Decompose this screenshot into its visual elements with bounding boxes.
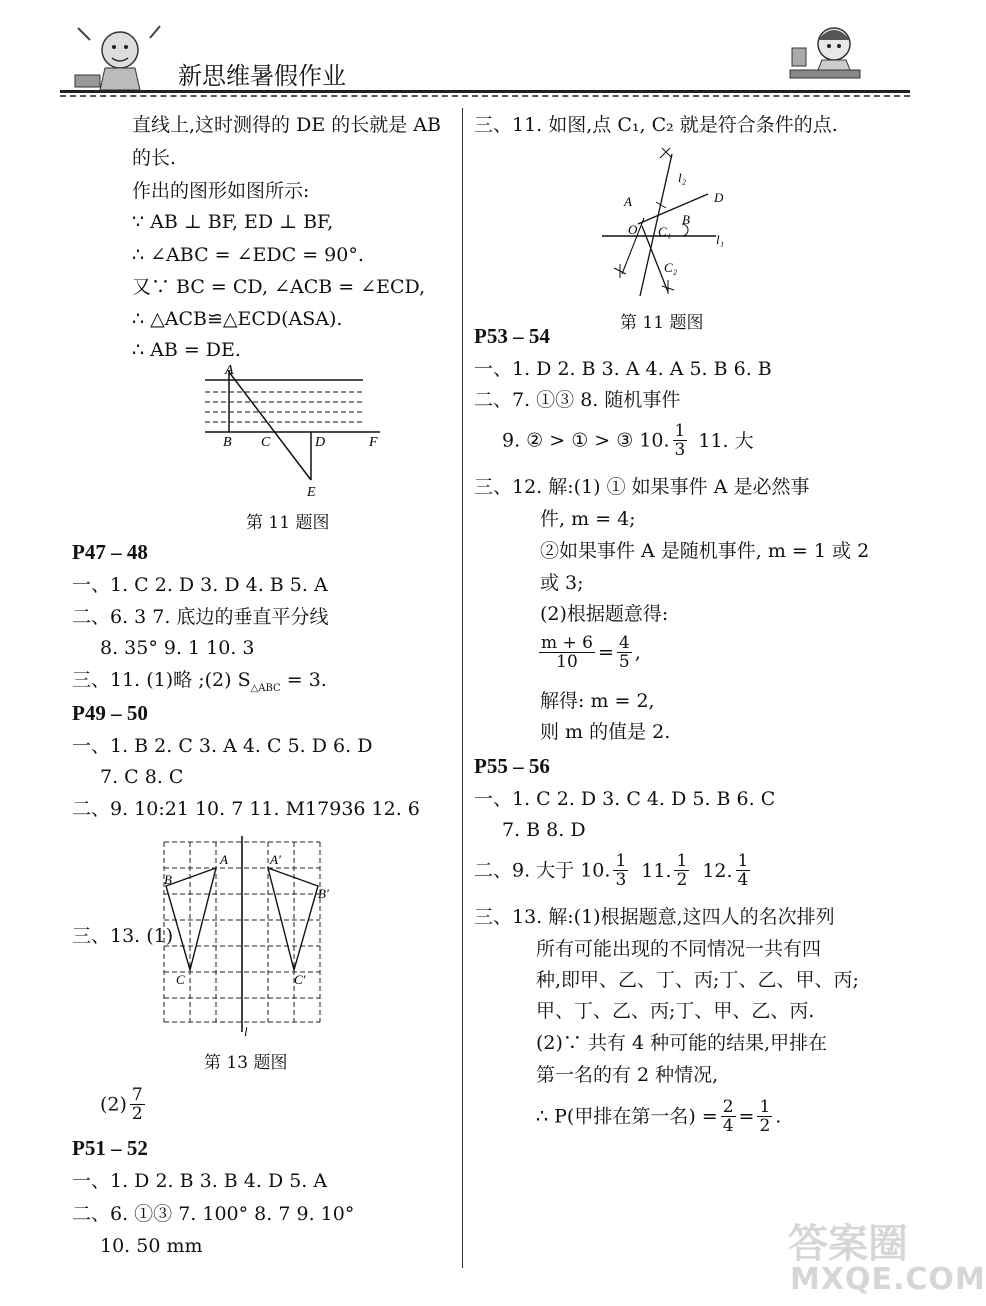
answer-line: 一、1. C 2. D 3. C 4. D 5. B 6. C [474,788,776,810]
answer-line: 甲、丁、乙、丙;丁、甲、乙、丙. [536,1000,815,1022]
fraction [673,422,688,459]
answer-line: 8. 35° 9. 1 10. 3 [100,637,255,659]
text-line: ∴ ∠ABC = ∠EDC = 90°. [132,244,364,266]
point-label-b: B [682,212,690,227]
section-heading: P49 – 50 [72,701,148,725]
fraction-numerator: 1 [676,851,688,871]
fraction-numerator: 1 [737,851,749,871]
answer-text: = 3. [280,669,327,691]
equals-sign: = [598,641,614,664]
answer-line: 三、13. (1) [72,925,174,947]
point-label-f: F [369,435,378,450]
point-label-c: C [261,435,271,450]
header-rule [60,90,910,93]
fraction-denominator: 2 [759,1116,771,1136]
answer-text: 三、11. (1)略 ;(2) S [72,669,251,691]
subscript-text: △ABC [250,682,281,694]
answer-text: , [634,641,641,664]
answer-line: 二、6. ①③ 7. 100° 8. 7 9. 10° [72,1203,355,1225]
fraction-numerator: 7 [131,1085,143,1105]
answer-line: 一、1. B 2. C 3. A 4. C 5. D 6. D [72,735,373,757]
answer-line [100,1086,148,1123]
fraction [721,1098,736,1135]
answer-text: 11. 大 [698,429,754,452]
watermark-url: MXQE.COM [790,1262,986,1297]
answer-line: 二、7. ①③ 8. 随机事件 [474,389,681,411]
answer-text: (2) [100,1093,127,1116]
figure-13-grid [158,836,330,1038]
fraction [617,634,632,671]
figure-caption: 第 11 题图 [620,313,704,333]
point-label-o: O [628,222,638,237]
point-label-a: A [220,852,228,867]
fraction-numerator: 1 [615,851,627,871]
fraction [736,852,751,889]
answer-line: (2)∵ 共有 4 种可能的结果,甲排在 [536,1032,828,1054]
point-label-c2: C₂ [664,260,678,275]
answer-line [502,422,754,459]
answer-line: (2)根据题意得: [540,603,669,625]
fraction-denominator: 2 [676,870,688,890]
figure-11-left [195,362,390,502]
answer-line: 所有可能出现的不同情况一共有四 [536,938,822,960]
fraction-denominator: 10 [556,652,578,672]
answer-line: 件, m = 4; [540,508,636,530]
fraction-denominator: 4 [737,870,749,890]
fraction [130,1086,145,1123]
fraction-numerator: 4 [618,633,630,653]
line-label-l1: l₁ [716,232,725,247]
point-label-e: E [307,485,316,500]
line-label-l2: l₂ [678,170,687,185]
answer-text: 9. ② > ① > ③ 10. [502,429,670,452]
answer-line: 二、6. 3 7. 底边的垂直平分线 [72,606,329,628]
text-line: ∵ AB ⊥ BF, ED ⊥ BF, [132,211,334,233]
point-label-b: B [164,872,172,887]
answer-line [536,1098,781,1135]
answer-text: ∴ P(甲排在第一名) = [536,1105,718,1128]
header-dash-rule [60,95,910,97]
section-heading: P51 – 52 [72,1136,148,1160]
fraction [757,1098,772,1135]
fraction-numerator: 2 [722,1097,734,1117]
fraction [674,852,689,889]
answer-line: 或 3; [540,572,584,594]
text-line: 作出的图形如图所示: [132,180,310,202]
text-line: ∴ AB = DE. [132,339,241,361]
point-label-d: D [315,435,326,450]
text-line: 直线上,这时测得的 DE 的长就是 AB [132,114,441,136]
header-title: 新思维暑假作业 [178,62,346,90]
text-line: ∴ △ACB≌△ECD(ASA). [132,308,343,330]
answer-line: 一、1. C 2. D 3. D 4. B 5. A [72,574,328,596]
fraction-numerator: 1 [674,421,686,441]
fraction-denominator: 3 [674,440,686,460]
text-line: 的长. [132,147,177,169]
answer-line: 三、12. 解:(1) ① 如果事件 A 是必然事 [474,476,810,498]
answer-line: 10. 50 mm [100,1235,203,1257]
answer-line: ②如果事件 A 是随机事件, m = 1 或 2 [540,540,870,562]
fraction [539,634,595,671]
watermark-logo: 答案圈 [788,1221,908,1267]
header-girl-illustration [782,18,872,90]
point-label-a: A [225,363,234,378]
answer-line: 一、1. D 2. B 3. B 4. D 5. A [72,1170,328,1192]
answer-line: 7. C 8. C [100,766,184,788]
fraction-denominator: 4 [722,1116,734,1136]
answer-line: 第一名的有 2 种情况, [536,1064,719,1086]
section-heading: P55 – 56 [474,754,550,778]
point-label-a-prime: A′ [270,852,281,867]
section-heading: P47 – 48 [72,540,148,564]
answer-line [536,634,641,671]
answer-text: 11. [641,859,672,882]
figure-caption: 第 11 题图 [246,513,330,533]
fraction-denominator: 5 [618,652,630,672]
fraction-denominator: 3 [615,870,627,890]
answer-line [474,852,753,889]
figure-caption: 第 13 题图 [204,1053,288,1073]
text-line: 又∵ BC = CD, ∠ACB = ∠ECD, [132,276,426,298]
section-heading: P53 – 54 [474,324,550,348]
column-divider [462,108,463,1268]
answer-text: 二、9. 大于 10. [474,859,611,882]
answer-line: 二、9. 10:21 10. 7 11. M17936 12. 6 [72,798,420,820]
text-line: 三、11. 如图,点 C₁, C₂ 就是符合条件的点. [474,114,838,136]
fraction-numerator: m + 6 [541,633,593,653]
point-label-d: D [714,190,724,205]
fraction-numerator: 1 [759,1097,771,1117]
point-label-c: C [176,972,185,987]
point-label-a: A [624,194,632,209]
point-label-b: B [223,435,232,450]
point-label-c-prime: C′ [294,972,306,987]
answer-text: . [775,1105,782,1128]
line-label-l: l [244,1024,248,1039]
answer-line: 三、13. 解:(1)根据题意,这四人的名次排列 [474,906,835,928]
answer-line: 则 m 的值是 2. [540,721,671,743]
answer-line: 种,即甲、乙、丁、丙;丁、乙、甲、丙; [536,969,859,991]
answer-line: 一、1. D 2. B 3. A 4. A 5. B 6. B [474,358,772,380]
equals-sign: = [738,1105,755,1128]
point-label-c1: C₁ [658,224,672,239]
answer-line: 解得: m = 2, [540,690,655,712]
answer-text: 12. [702,859,733,882]
fraction-denominator: 2 [131,1104,143,1124]
header-boy-illustration [70,20,165,92]
answer-line [72,669,327,700]
point-label-b-prime: B′ [318,886,329,901]
figure-11-right [598,146,738,302]
answer-line: 7. B 8. D [502,819,586,841]
fraction [613,852,628,889]
